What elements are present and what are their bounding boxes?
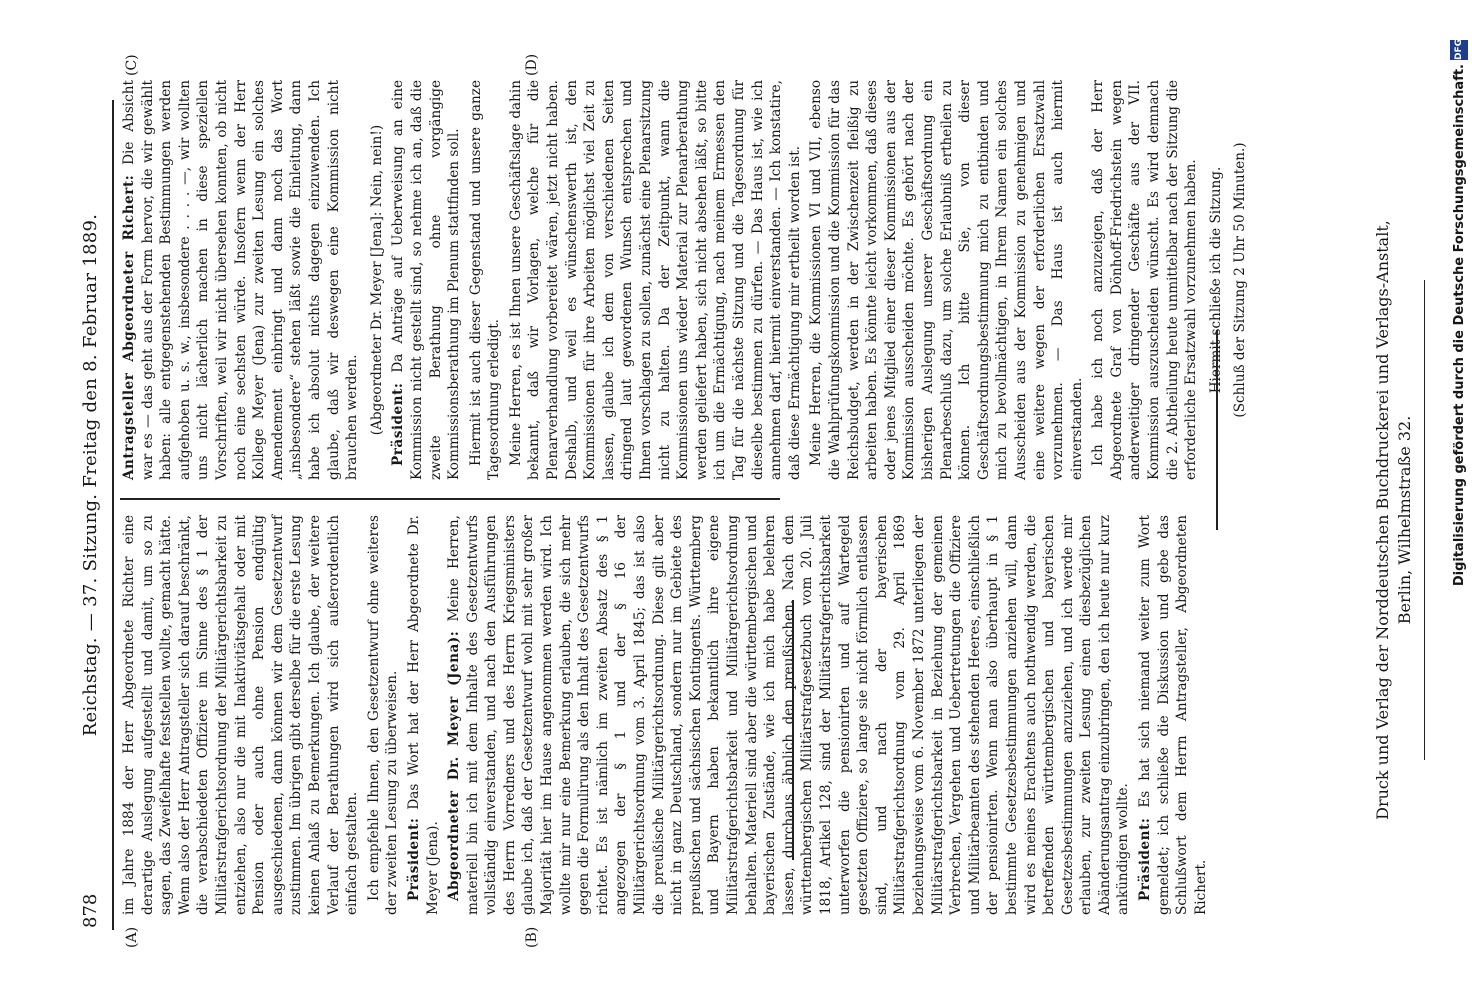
page-number: 878 bbox=[80, 893, 101, 928]
header-rule bbox=[112, 100, 114, 930]
paragraph: Ich habe ich noch anzuzeigen, daß der Herr Abgeordnete Graf von Dönhoff-Friedrichstein wegen anderweitiger dringender Geschäfte aus der VII. Kommission auszuscheiden wünscht. Es wird demnach die 2. Abtheilung heute unmittelbar nach der Sitzung die erforderliche Ersatzwahl vorzunehmen haben. bbox=[1090, 80, 1200, 480]
imprint-line: Druck und Verlag der Norddeutschen Buchdruckerei und Verlags-Anstalt, bbox=[1373, 220, 1392, 820]
speaker-name: Antragsteller Abgeordneter Richert: bbox=[121, 174, 137, 480]
margin-mark-c: (C) bbox=[124, 54, 140, 76]
speaker-name: Präsident: bbox=[390, 382, 407, 466]
speaker-name: Präsident: bbox=[405, 817, 422, 901]
digitization-note bbox=[1448, 40, 1472, 1000]
closing-line: Hiermit schließe ich die Sitzung. bbox=[1207, 166, 1224, 394]
section-end-rule bbox=[792, 600, 794, 860]
right-column bbox=[120, 80, 1253, 480]
session-end: (Schluß der Sitzung 2 Uhr 50 Minuten.) bbox=[1232, 142, 1249, 418]
imprint-rule bbox=[1424, 280, 1425, 760]
column-divider bbox=[120, 498, 780, 500]
paragraph: Es hat sich niemand weiter zum Wort gemeldet; ich schließe die Diskussion und gebe das Schlußwort dem Herrn Antragsteller, Abgeordneten Richert. bbox=[1137, 515, 1209, 915]
paragraph: Ich empfehle Ihnen, den Gesetzentwurf ohne weiteres der zweiten Lesung zu überweisen. bbox=[365, 515, 401, 915]
dfg-logo-icon: DFG bbox=[1450, 40, 1468, 60]
document-page bbox=[40, 40, 1472, 1000]
speaker-name: Präsident: bbox=[1137, 817, 1154, 901]
paragraph: Meine Herren, es ist Ihnen unsere Geschäftslage dahin bekannt, daß wir Vorlagen, welche für die Plenarverhandlung vorbereitet wären, jetzt nicht haben. Deshalb, und weil es wünschenswerth ist, den Kommissionen für ihre Arbeiten möglichst viel Zeit zu lassen, glaube ich dem von verschiedenen Seiten dringend laut gewordenen Wunsch entsprechen und Ihnen vorschlagen zu sollen, zunächst eine Plenarsitzung nicht zu halten. Da der Zeitpunkt, wann die Kommissionen uns wieder Material zur Plenarberathung werden geliefert haben, sich nicht absehen läßt, so bitte ich um die Ermächtigung, nach meinem Ermessen den Tag für die nächste Sitzung und die Tagesordnung für dieselbe bestimmen zu dürfen. — Das Haus ist, wie ich annehmen darf, hiermit einverstanden. — Ich konstatire, daß diese Ermächtigung mir ertheilt worden ist. bbox=[507, 80, 803, 480]
imprint-line: Berlin, Wilhelmstraße 32. bbox=[1395, 415, 1414, 625]
left-column bbox=[120, 515, 1213, 915]
paragraph: Die Absicht war es bbox=[121, 80, 156, 480]
paragraph: Hiermit ist auch dieser Gegenstand und unsere ganze Tagesordnung erledigt. bbox=[467, 80, 503, 480]
margin-mark-b: (B) bbox=[524, 926, 540, 948]
interjection: (Abgeordneter Dr. Meyer [Jena]: Nein, nein!) bbox=[368, 124, 385, 436]
closing-rule bbox=[1216, 330, 1218, 530]
paragraph: Meine Herren, materiell bin ich mit dem Inhalte des Gesetzentwurfs vollständig einverstanden, und nach den Ausführungen des Herrn Vorredners und des Herrn Kriegsministers glaube ich, daß der Gesetzentwurf wohl mit sehr großer Majorität hier im Hause angenommen werden wird. Ich wollte mir nur eine Bemerkung erlauben, die sich mehr gegen die Formulirung als den Inhalt des Gesetzentwurfs richtet. Es ist nämlich im zweiten Absatz des § 1 angezogen der § 1 und der § 16 der Militärgerichtsordnung vom 3. April 1845; das ist also die preußische Militärgerichtsordnung. Diese gilt aber nicht in ganz Deutschland, sondern nur im Gebiete des preußischen und sächsischen Kontingents. Württemberg und Bayern haben bekanntlich ihre eigene Militärstrafgerichtsbarkeit und Militärgerichtsordnung behalten. Materiell sind aber die württembergischen und bayerischen Zustände, wie ich mich habe belehren lassen, durchaus ähnlich den preußischen. Nach dem württembergischen Militärstrafgesetzbuch vom 20. Juli 1818, Artikel 128, sind der Militärstrafgerichtsbarkeit unterworfen die pensionirten und auf Wartegeld gesetzten Offiziere, so lange sie nicht förmlich entlassen sind, und nach der bayerischen Militärstrafgerichtsordnung vom 29. April 1869 beziehungsweise vom 6. November 1872 unterliegen der Militärstrafgerichtsbarkeit in Beziehung der gemeinen Verbrechen, Vergehen und Uebertretungen die Offiziere und Militärbeamten des stehenden Heeres, einschließlich der pensionirten. Wenn man also überhaupt in § 1 bestimmte Gesetzesbestimmungen anziehen will, dann wird es meines Erachtens auch nothwendig werden, die betreffenden württembergischen und bayerischen Gesetzesbestimmungen anzuziehen, und ich werde mir erlauben, zur zweiten Lesung einen diesbezüglichen Abänderungsantrag einzubringen, den ich heute nur kurz ankündigen wollte. bbox=[446, 515, 1132, 915]
page-header bbox=[76, 40, 110, 1000]
digitization-text: Digitalisierung gefördert durch die Deutsche Forschungsgemeinschaft. bbox=[1452, 64, 1467, 587]
paragraph: Da Anträge auf Ueberweisung an eine Kommission nicht gestellt sind, so nehme ich an, daß die zweite Berathung ohne vorgängige Kommissionsberathung im Plenum stattfinden soll. bbox=[390, 80, 463, 480]
imprint bbox=[1372, 40, 1416, 1000]
margin-mark-d: (D) bbox=[524, 53, 540, 76]
running-title: Reichstag. — 37. Sitzung. Freitag den 8. Februar 1889. bbox=[80, 213, 101, 737]
margin-mark-a: (A) bbox=[124, 926, 140, 948]
paragraph: Das Wort hat der Herr Abgeordnete Dr. Meyer (Jena). bbox=[405, 515, 441, 915]
paragraph: Meine Herren, die Kommissionen VI und VII, ebenso die Wahlprüfungskommission und die Kommission für das Reichsbudget, werden in der Zwischenzeit fleißig zu arbeiten haben. Es könnte leicht vorkommen, daß dieses oder jenes Mitglied einer dieser Kommissionen aus der Kommission ausscheiden möchte. Es gehört nach der bisherigen Auslegung unserer Geschäftsordnung ein Plenarbeschluß dazu, um solche Erlaubniß ertheilen zu können. Ich bitte Sie, von dieser Geschäftsordnungsbestimmung mich zu entbinden und mich zu bevollmächtigen, in Ihrem Namen ein solches Ausscheiden aus der Kommission zu genehmigen und eine weitere wegen der erforderlichen Ersatzwahl vorzunehmen. — Das Haus ist auch hiermit einverstanden. bbox=[808, 80, 1085, 480]
paragraph: — das geht aus der Form hervor, die wir gewählt haben: alle entgegenstehenden Bestimmungen werden aufgehoben u. s. w., insbesondere . . . . —, wir wollten uns nicht lächerlich machen in diese speziellen Vorschriften, weil wir nicht übersehen konnten, ob nicht noch eine sechsten würde. Insofern wenn der Herr Kollege Meyer (Jena) zur zweiten Lesung ein solches Amendement einbringt und dann noch das Wort „insbesondere“ stehen läßt sowie die Einleitung, dann habe ich absolut nichts dagegen einzuwenden. Ich glaube, daß wir deswegen eine Kommission nicht brauchen werden. bbox=[139, 80, 361, 480]
speaker-name: Abgeordneter Dr. Meyer (Jena): bbox=[446, 630, 463, 901]
paragraph: im Jahre 1884 der Herr Abgeordnete Richter eine derartige Auslegung aufgestellt und damit, um so zu sagen, das Zweifelhafte feststellen wollte, gemacht hätte. Wenn also der Herr Antragsteller sich darauf beschränkt, die verabschiedeten Offiziere im Sinne des § 1 der Militärstrafgerichtsordnung der Militärgerichtsbarkeit zu entziehen, also nur die mit Inaktivitätsgehalt oder mit Pension oder auch ohne Pension endgültig ausgeschiedenen, dann können wir dem Gesetzentwurf zustimmen. Im übrigen gibt derselbe für die erste Lesung keinen Anlaß zu Bemerkungen. Ich glaube, der weitere Verlauf der Berathungen wird sich außerordentlich einfach gestalten. bbox=[121, 515, 361, 915]
